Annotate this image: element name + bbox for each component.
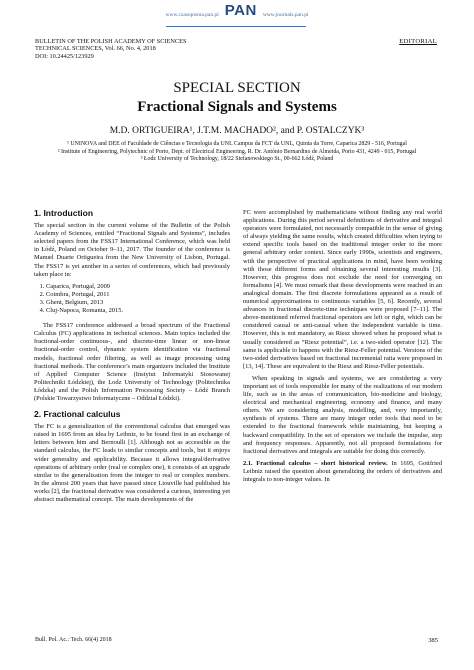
journal-name: BULLETIN OF THE POLISH ACADEMY OF SCIENCES [35,38,187,45]
masthead-url-left[interactable]: www.czasopisma.pan.pl [165,12,219,18]
subsection-heading-historical-review: 2.1. Fractional calculus – short historical review. [243,459,388,467]
masthead-rule [166,26,306,27]
affiliation-1: ¹ UNINOVA and DEE of Faculdade de Ciências e Tecnologia da UNL Campus da FCT da UNL, Quinta da Torre, Caparica 2829 - 516, Portugal [67,141,407,147]
affiliation-3: ³ Łodz University of Technology, 18/22 Stefanowskiego St., 00-662 Łódź, Poland [140,156,334,163]
subsection-text: In 1695, Gottfried Leibniz raised the question about generalizing the orders of derivatives and integrals to non-integer values. In [243,459,442,483]
conference-list-item: 4. Cluj-Napoca, Romania, 2015. [46,307,230,315]
section-heading-fractional-calculus: 2. Fractional calculus [34,409,121,420]
special-section-heading: SPECIAL SECTION [173,80,301,96]
journal-doi: DOI: 10.24425/123929 [35,52,94,60]
intro-paragraph-2: The FSS17 conference addressed a broad spectrum of the Fractional Calculus (FC) applications in technical sciences. Main topics included the fractional-order continuous-, and discrete-time linear or non-linear fractional-order control, dynamic system identification via fractional models, fractional order filtering, as well as image processing using fractional methods. The conference’s main organizers included the Institute of Applied Computer Science (Instytut Informatyki Stosowanej Politechniki Łódzkiej), the Lodz University of Technology (Politechnika Łódzka) and the Polish Information Processing Society – Łódź Branch (Polskie Towarzystwo Informatyczne – Oddział Łódzki). [34,322,230,402]
paper-title: Fractional Signals and Systems [137,99,337,115]
page-number: 385 [428,637,438,644]
subsection-paragraph [243,460,442,484]
journal-header [35,38,187,60]
affiliations [40,141,434,164]
conference-list-item: 3. Ghent, Belgium, 2013 [46,299,230,307]
intro-paragraph-1: The special section in the current volume of the Bulletin of the Polish Academy of Sciences, entitled “Fractional Signals and Systems”, includes selected papers from the FSS17 International Conference, which was held in Łódź, Poland on October 9–11, 2017. The founder of the conference is Manuel Duarte Ortigueira from the New University of Lisbon, Portugal. The FSS17 is yet another in a series of conferences, which had previously taken place in: [34,222,230,278]
pan-logo: PAN [224,2,257,19]
affiliation-2: ² Institute of Engineering, Polytechnic of Porto, Dept. of Electrical Engineering, R. Dr. António Bernardino de Almeida, Porto 431, 4249 - 015, Portugal [57,148,417,155]
conference-list-item: 2. Coimbra, Portugal, 2011 [46,291,230,299]
author-list: M.D. ORTIGUEIRA¹, J.T.M. MACHADO², and P. OSTALCZYK³ [109,126,365,136]
calculus-paragraph-1: The FC is a generalization of the conventional calculus that emerged was raised in 1695 from an idea by Leibniz, to be found first in an exchange of letters between him and Bernoulli [1]. Although not as accessible as the standard calculus, the FC leads to similar concepts and tools, but it enjoys wider generality and applicability. Because it allows integral/derivative operations of arbitrary order (real or complex one), it consists of an upgrade similar to the generalization from the integer to real or complex numbers. In the almost 200 years that have passed since Liouville had published his works [2], the fractional derivative was considered a curious, interesting yet abstract mathematical concept. The main developments of the [34,423,230,503]
section-heading-introduction: 1. Introduction [34,208,94,218]
journal-volume: TECHNICAL SCIENCES, Vol. 66, No. 4, 2018 [35,45,156,53]
section-type-label: EDITORIAL [399,38,437,45]
conference-list [34,283,230,315]
right-column [243,209,442,488]
left-column [34,209,230,508]
right-paragraph-1: FC were accomplished by mathematicians without finding any real world applications. During this period several definitions of derivative and integral operators were formulated, not necessarily compatible in the sense of giving of always yielding the same results, which created difficulties when trying to extend specific tools based on the traditional integer order to the more general arbitrary order context. Since early 1990s, scientists and engineers, with the perspective of practical applications in mind, have been working with those different forms and obtaining several interesting results [3]. However, this progress does not exclude the need for converging on formalisms [4]. We must remark that these developments were reached in an analogical domain. The first discrete formulations appeared as a result of numerical approximations to continuous variables [5, 6]. Recently, several advances in fractional discrete-time techniques were proposed [7–11]. The above-mentioned referred fractional operators are left or right, which can be considered causal or anti-causal when the independent variable is time. However, this is not mandatory, as Riesz showed when he proposed what is usually considered as “Riesz potential”, i.e. a two-sided operator [12]. The same is applicable to happens with the Riesz-Feller potential. Versions of the two-sided derivatives based on fractional incremental ratia were proposed in [13, 14]. These are equivalent to the Riesz and Riesz-Feller potentials. [243,209,442,370]
conference-list-item: 1. Caparica, Portugal, 2009 [46,283,230,291]
publisher-masthead [0,2,474,19]
footer-citation: Bull. Pol. Ac.: Tech. 66(4) 2018 [35,637,112,643]
masthead-url-right[interactable]: www.journals.pan.pl [262,12,309,18]
right-paragraph-2: When speaking in signals and systems, we are considering a very important set of tools responsible for many of the realizations of our modern life, such as in the areas of communication, bio-medicine and biology, electrical and mechanical engineering, economy and finance, and many others. We are considering analysis, modelling, and, very importantly, synthesis of systems. There are many integer order tools that need to be extended to the fractional framework while maintaining, but keeping a backward compatibility. In the set of operators we include the impulse, step and frequency responses. Apparently, not all proposed formulations for fractional derivatives and integrals are suitable for doing this correctly. [243,374,442,455]
